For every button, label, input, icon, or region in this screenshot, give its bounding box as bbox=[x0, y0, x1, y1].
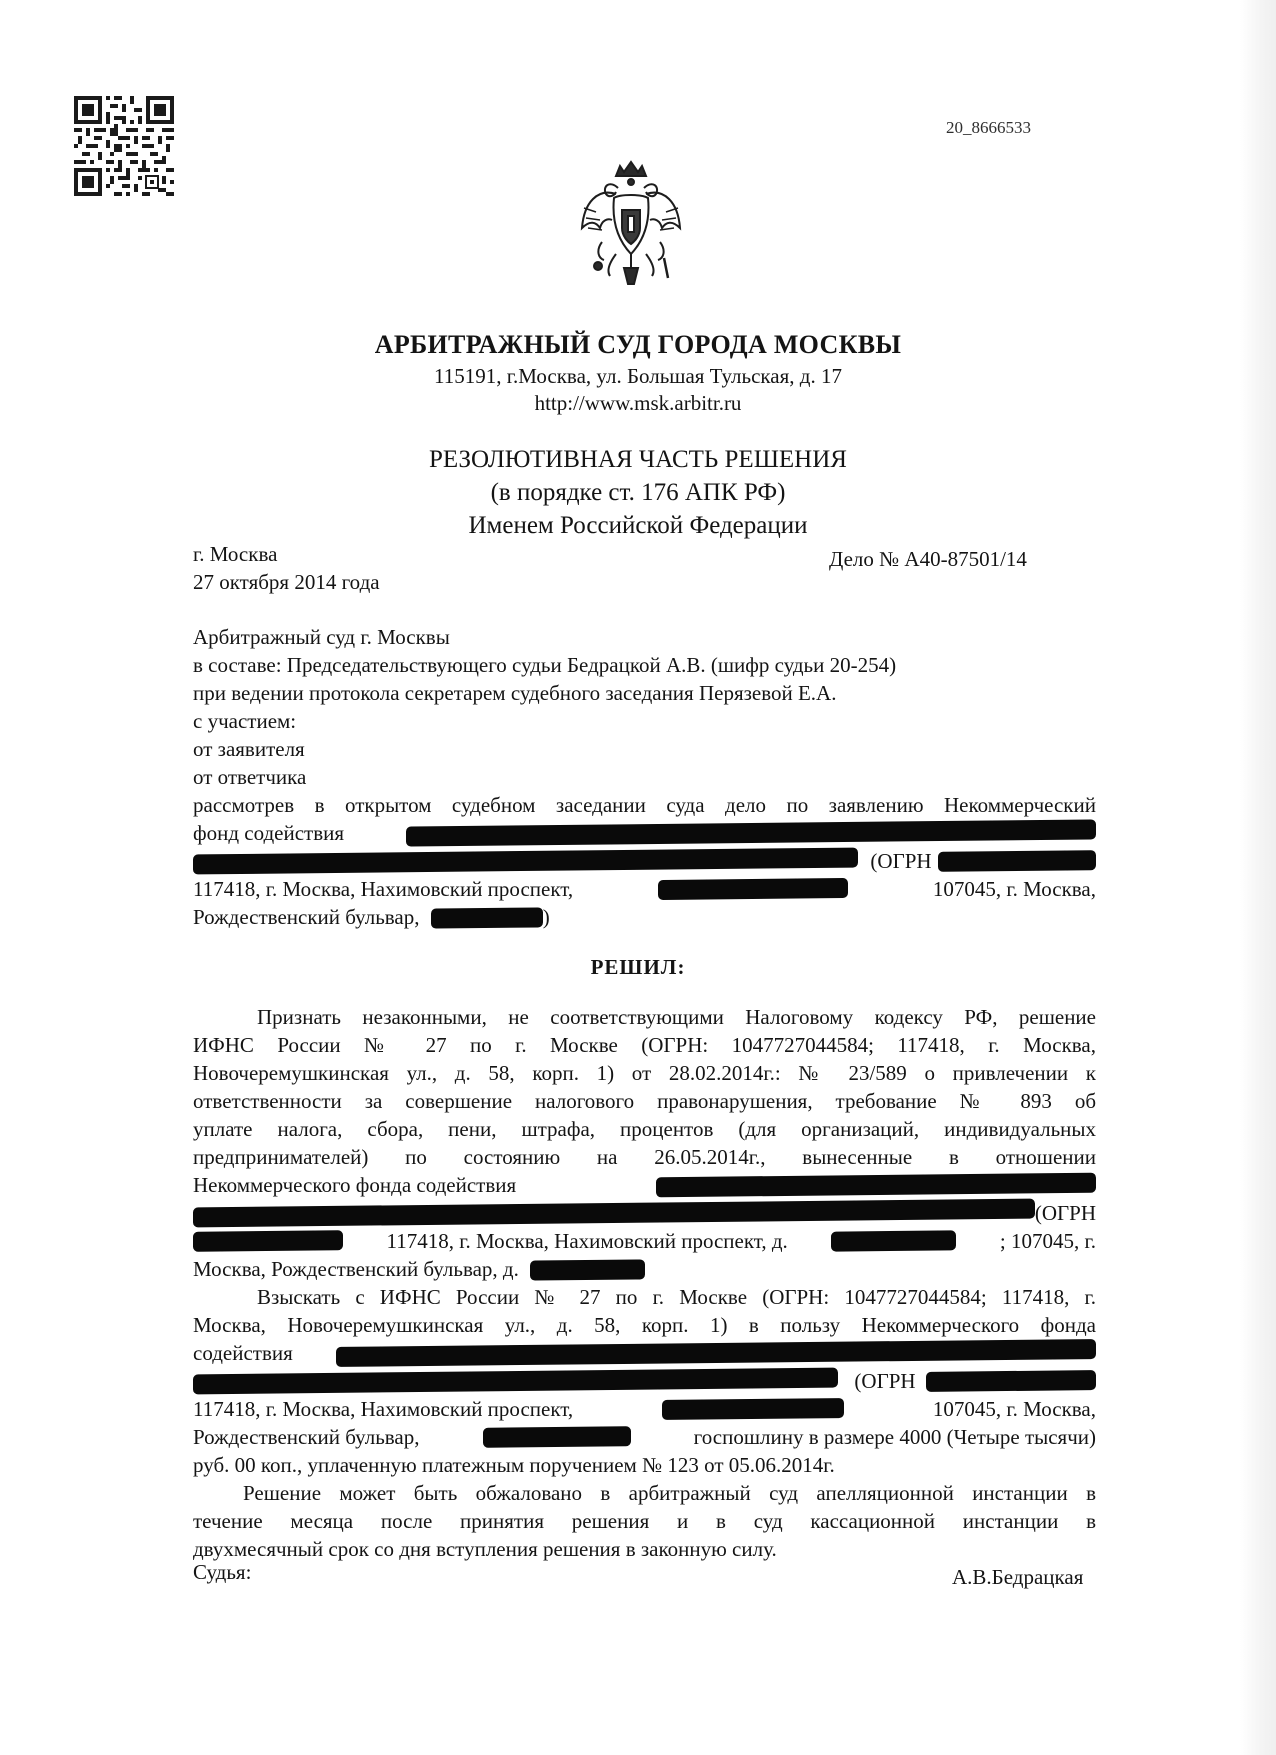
intro-address2-end: ) bbox=[542, 905, 550, 929]
verdict-p2-org-line bbox=[193, 1339, 1096, 1367]
verdict-p3-line: течение месяца после принятия решения и в суд кассационной инстанции в bbox=[193, 1509, 1096, 1533]
judge-name: А.В.Бедрацкая bbox=[952, 1565, 1084, 1589]
verdict-p1-address-end: ; 107045, г. bbox=[999, 1229, 1096, 1253]
verdict-paragraph-2 bbox=[193, 1283, 1096, 1479]
verdict-p1-address-line bbox=[193, 1227, 1096, 1255]
intro-secretary: при ведении протокола секретарем судебного заседания Перязевой Е.А. bbox=[193, 681, 837, 705]
verdict-p2-ogrn: (ОГРН bbox=[854, 1369, 916, 1393]
redaction-block bbox=[193, 1230, 343, 1252]
redaction-block bbox=[193, 848, 858, 875]
verdict-p2-line: Москва, Новочеремушкинская ул., д. 58, корп. 1) в пользу Некоммерческого фонда bbox=[193, 1313, 1096, 1337]
verdict-p2-address-part1: 117418, г. Москва, Нахимовский проспект, bbox=[193, 1397, 574, 1421]
verdict-p2-org: содействия bbox=[193, 1341, 293, 1365]
judge-label: Судья: bbox=[193, 1560, 252, 1584]
redaction-block bbox=[431, 907, 543, 928]
city: г. Москва bbox=[193, 542, 278, 566]
intro-address-line2 bbox=[193, 903, 1096, 931]
redaction-block bbox=[193, 1199, 1035, 1228]
court-name: АРБИТРАЖНЫЙ СУД ГОРОДА МОСКВЫ bbox=[374, 330, 902, 359]
verdict-p1-line: Новочеремушкинская ул., д. 58, корп. 1) от 28.02.2014г.: № 23/589 о привлечении к bbox=[193, 1061, 1096, 1085]
court-address: 115191, г.Москва, ул. Большая Тульская, д. 17 bbox=[434, 364, 842, 388]
intro-block bbox=[193, 623, 1096, 931]
verdict-p1-line: предпринимателей) по состоянию на 26.05.2014г., вынесенные в отношении bbox=[193, 1145, 1096, 1169]
document-invocation: Именем Российской Федерации bbox=[468, 512, 808, 539]
verdict-p1-ogrn: (ОГРН bbox=[1034, 1201, 1096, 1225]
intro-address-part1: 117418, г. Москва, Нахимовский проспект, bbox=[193, 877, 574, 901]
redaction-block bbox=[662, 1398, 844, 1420]
verdict-p3-line: Решение может быть обжаловано в арбитражный суд апелляционной инстанции в bbox=[243, 1481, 1096, 1505]
verdict-p1-address2: Москва, Рождественский бульвар, д. bbox=[193, 1257, 519, 1281]
verdict-p1-address-line2 bbox=[193, 1255, 1096, 1283]
coat-of-arms-icon bbox=[576, 158, 686, 298]
redaction-block bbox=[656, 1173, 1096, 1198]
intro-address-part2: 107045, г. Москва, bbox=[932, 877, 1096, 901]
verdict-p1-line: уплате налога, сбора, пени, штрафа, процентов (для организаций, индивидуальных bbox=[193, 1117, 1096, 1141]
redaction-block bbox=[406, 819, 1096, 846]
verdict-p1-line: ИФНС России № 27 по г. Москве (ОГРН: 1047727044584; 117418, г. Москва, bbox=[193, 1033, 1096, 1057]
redaction-block bbox=[336, 1339, 1096, 1367]
decision-date: 27 октября 2014 года bbox=[193, 570, 380, 594]
redaction-block bbox=[926, 1370, 1096, 1392]
verdict-p3-line: двухмесячный срок со дня вступления решения в законную силу. bbox=[193, 1537, 777, 1561]
redaction-block bbox=[530, 1259, 645, 1280]
document-id: 20_8666533 bbox=[946, 118, 1031, 137]
redaction-block bbox=[483, 1426, 631, 1448]
redaction-block bbox=[193, 1368, 838, 1395]
intro-address-line bbox=[193, 875, 1096, 903]
verdict-p1-line: ответственности за совершение налогового правонарушения, требование № 893 об bbox=[193, 1089, 1096, 1113]
intro-composition: в составе: Председательствующего судьи Бедрацкой А.В. (шифр судьи 20-254) bbox=[193, 653, 897, 677]
intro-participation: с участием: bbox=[193, 709, 297, 733]
redaction-block bbox=[938, 850, 1096, 872]
verdict-p2-address-part2: 107045, г. Москва, bbox=[932, 1397, 1096, 1421]
verdict-p1-org-line bbox=[193, 1171, 1096, 1199]
intro-ogrn-label: (ОГРН bbox=[870, 849, 932, 873]
intro-court: Арбитражный суд г. Москвы bbox=[193, 625, 450, 649]
intro-considered: рассмотрев в открытом судебном заседании суда дело по заявлению Некоммерческий bbox=[193, 793, 1096, 817]
verdict-p1-org: Некоммерческого фонда содействия bbox=[193, 1173, 517, 1197]
case-number: Дело № А40-87501/14 bbox=[829, 547, 1027, 571]
document-subtitle: (в порядке ст. 176 АПК РФ) bbox=[490, 479, 786, 506]
intro-ogrn-line bbox=[193, 847, 1096, 875]
document-title: РЕЗОЛЮТИВНАЯ ЧАСТЬ РЕШЕНИЯ bbox=[429, 446, 847, 473]
court-website: http://www.msk.arbitr.ru bbox=[534, 391, 742, 415]
verdict-p1-line: Признать незаконными, не соответствующими Налоговому кодексу РФ, решение bbox=[257, 1005, 1096, 1029]
verdict-p1-address: 117418, г. Москва, Нахимовский проспект, д. bbox=[386, 1229, 788, 1253]
intro-applicant: от заявителя bbox=[193, 737, 305, 761]
verdict-p2-last: руб. 00 коп., уплаченную платежным поручением № 123 от 05.06.2014г. bbox=[193, 1453, 835, 1477]
verdict-p2-ogrn-line bbox=[193, 1367, 1096, 1395]
verdict-p2-fee: госпошлину в размере 4000 (Четыре тысячи) bbox=[693, 1425, 1096, 1449]
qr-code-icon bbox=[74, 96, 174, 196]
scan-edge bbox=[1240, 0, 1276, 1755]
verdict-p1-ogrn-line bbox=[193, 1199, 1096, 1227]
verdict-p2-address-line bbox=[193, 1395, 1096, 1423]
verdict-p2-address2: Рождественский бульвар, bbox=[193, 1425, 420, 1449]
redaction-block bbox=[658, 878, 848, 900]
verdict-p2-line: Взыскать с ИФНС России № 27 по г. Москве (ОГРН: 1047727044584; 117418, г. bbox=[257, 1285, 1096, 1309]
verdict-paragraph-3 bbox=[193, 1479, 1096, 1563]
verdict-heading: РЕШИЛ: bbox=[590, 955, 686, 979]
intro-fund-label: фонд содействия bbox=[193, 821, 345, 845]
intro-address2: Рождественский бульвар, bbox=[193, 905, 420, 929]
intro-respondent: от ответчика bbox=[193, 765, 307, 789]
redaction-block bbox=[831, 1230, 956, 1251]
verdict-p2-fee-line bbox=[193, 1423, 1096, 1451]
verdict-paragraph-1 bbox=[193, 1003, 1096, 1283]
intro-fund-line bbox=[193, 819, 1096, 847]
